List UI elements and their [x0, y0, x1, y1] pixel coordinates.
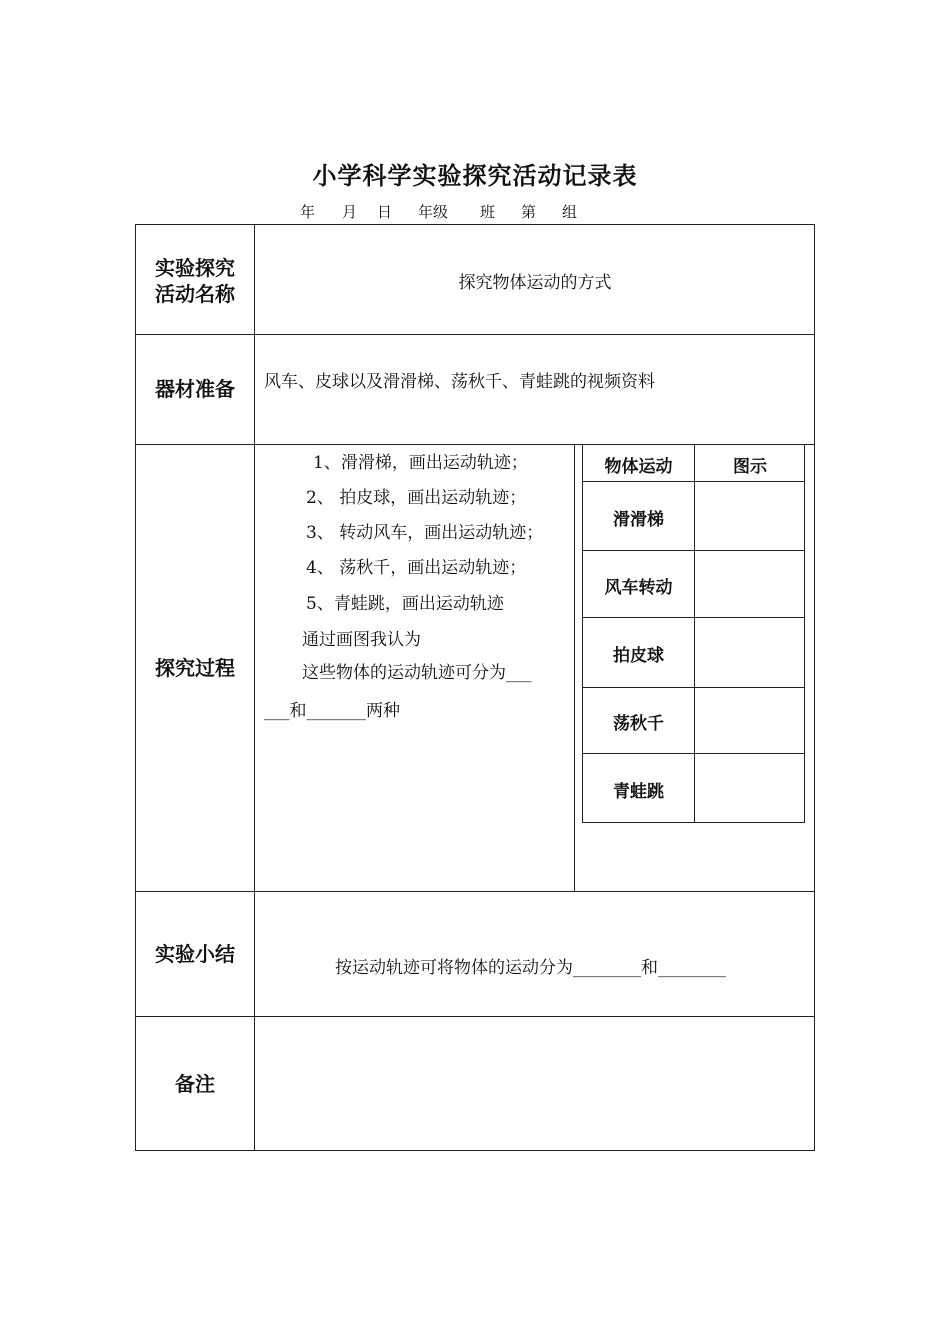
activity-name-label — [136, 255, 254, 307]
materials-label: 器材准备 — [155, 377, 235, 401]
summary-label: 实验小结 — [155, 942, 235, 966]
process-step-3: 3、 转动风车，画出运动轨迹； — [306, 523, 544, 543]
inner-row-slide: 滑滑梯 — [613, 510, 664, 530]
materials-value: 风车、皮球以及滑滑梯、荡秋千、青蛙跳的视频资料 — [264, 372, 655, 392]
ordinal-label: 第 — [521, 203, 537, 221]
document-title: 小学科学实验探究活动记录表 — [312, 161, 638, 190]
day-label: 日 — [377, 203, 393, 221]
row-divider — [135, 1016, 815, 1017]
grade-label: 年级 — [418, 203, 449, 221]
activity-name-value: 探究物体运动的方式 — [458, 273, 612, 293]
inner-header-motion: 物体运动 — [604, 457, 673, 477]
inner-row-divider — [582, 617, 805, 618]
inner-header-diagram: 图示 — [733, 457, 767, 477]
process-conclusion-2: 这些物体的运动轨迹可分为___ — [302, 663, 532, 683]
row-divider — [135, 891, 815, 892]
class-label: 班 — [480, 203, 496, 221]
process-step-2: 2、 拍皮球，画出运动轨迹； — [306, 488, 527, 508]
process-conclusion-1: 通过画图我认为 — [302, 630, 421, 650]
process-column-divider — [574, 444, 575, 891]
inner-row-divider — [582, 687, 805, 688]
summary-value: 按运动轨迹可将物体的运动分为________和________ — [335, 958, 726, 978]
inner-column-divider — [694, 444, 695, 823]
row-divider — [135, 334, 815, 335]
inner-row-divider — [582, 753, 805, 754]
inner-row-divider — [582, 481, 805, 482]
process-step-1: 1、滑滑梯，画出运动轨迹； — [313, 453, 528, 473]
group-label: 组 — [562, 203, 578, 221]
year-label: 年 — [300, 203, 316, 221]
process-step-4: 4、 荡秋千，画出运动轨迹； — [306, 558, 527, 578]
process-label: 探究过程 — [155, 656, 235, 680]
inner-row-ball: 拍皮球 — [613, 646, 664, 666]
process-step-5: 5、青蛙跳，画出运动轨迹 — [306, 594, 504, 614]
inner-row-swing: 荡秋千 — [613, 714, 664, 734]
label-column-divider — [254, 224, 255, 1151]
month-label: 月 — [342, 203, 358, 221]
inner-row-divider — [582, 550, 805, 551]
inner-row-windmill: 风车转动 — [604, 578, 673, 598]
inner-row-frog-jump: 青蛙跳 — [613, 782, 664, 802]
activity-name-label-line2: 活动名称 — [155, 282, 235, 306]
process-conclusion-3: ___和_______两种 — [264, 701, 400, 721]
notes-label: 备注 — [175, 1072, 215, 1096]
activity-name-label-line1: 实验探究 — [155, 256, 235, 280]
